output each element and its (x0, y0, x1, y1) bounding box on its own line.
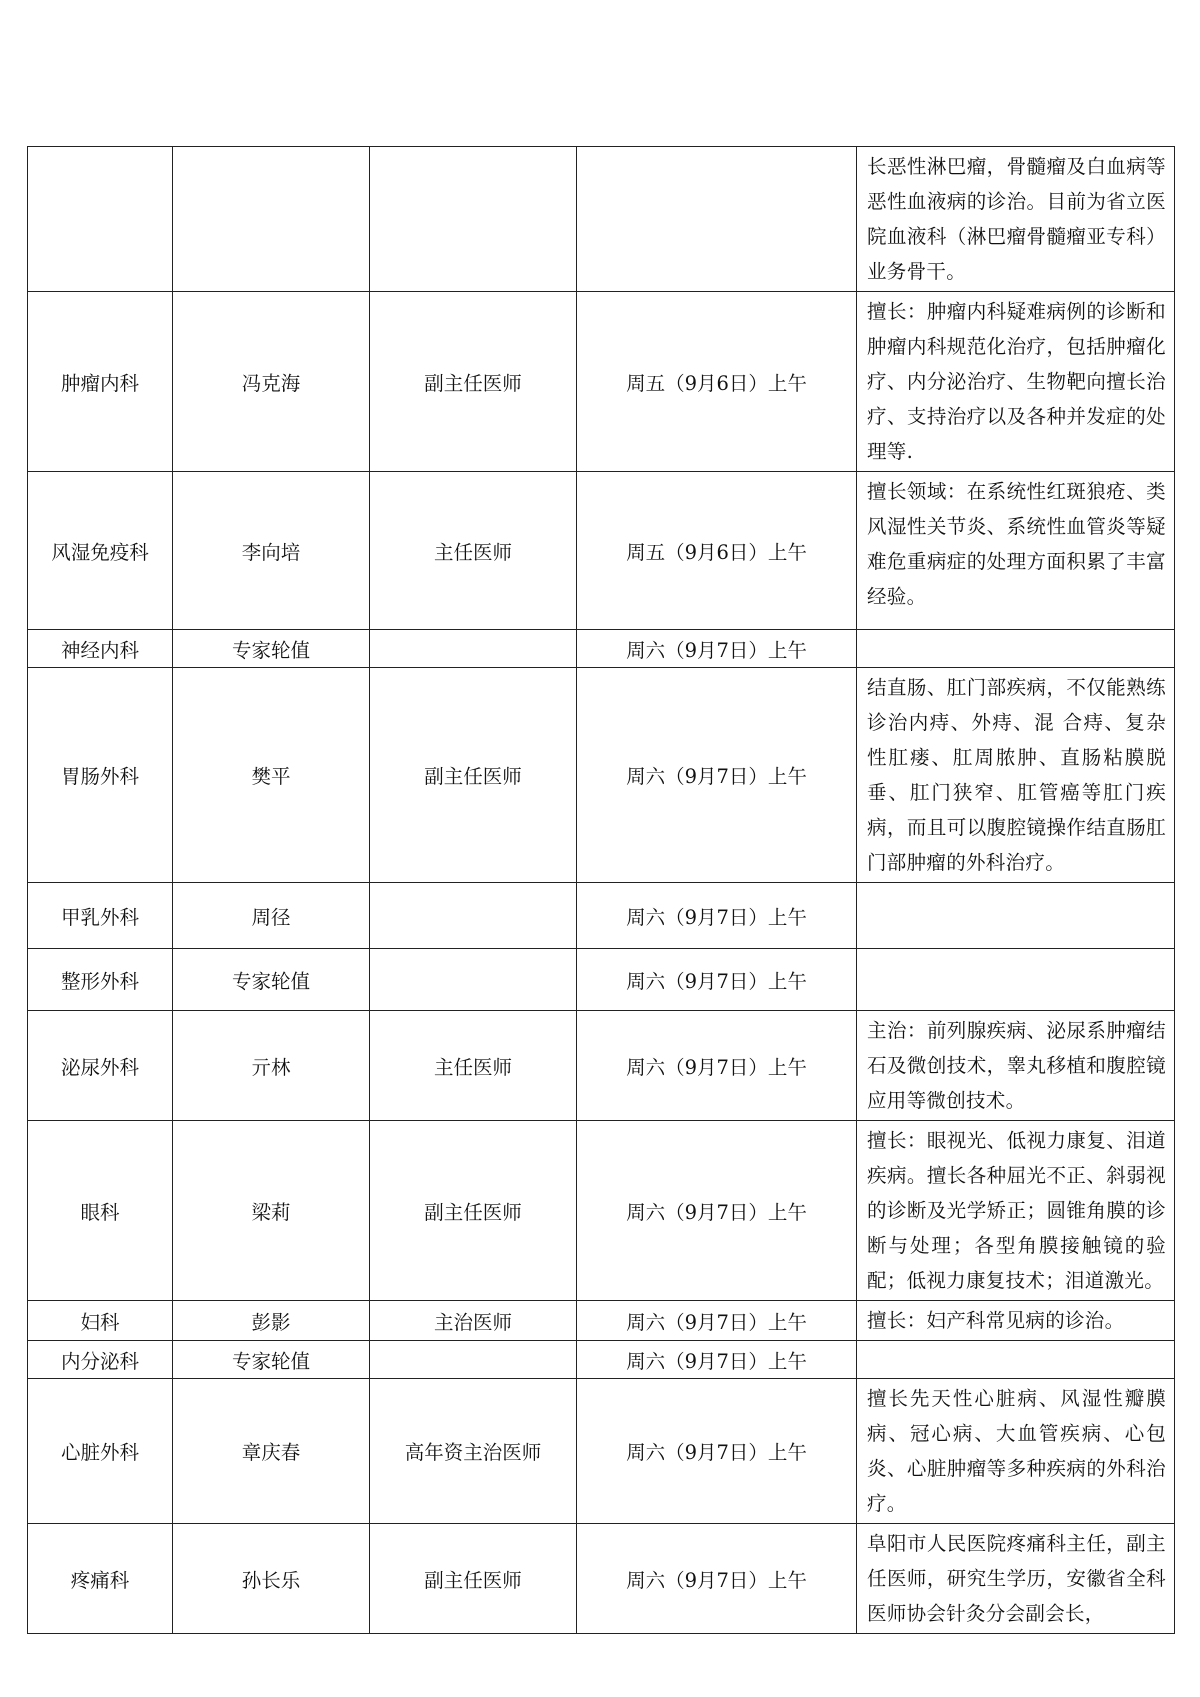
title-cell: 主任医师 (370, 472, 577, 630)
description-cell: 擅长先天性心脏病、风湿性瓣膜病、冠心病、大血管疾病、心包炎、心脏肿瘤等多种疾病的外科治疗。 (857, 1379, 1175, 1524)
doctor-cell: 李向培 (173, 472, 370, 630)
dept-cell: 神经内科 (28, 630, 173, 668)
description-cell (857, 883, 1175, 949)
doctor-cell: 彭影 (173, 1301, 370, 1341)
dept-cell: 甲乳外科 (28, 883, 173, 949)
doctor-cell: 樊平 (173, 668, 370, 883)
title-cell: 高年资主治医师 (370, 1379, 577, 1524)
time-cell: 周六（9月7日）上午 (577, 1121, 857, 1301)
table-row (28, 1301, 1175, 1341)
title-cell: 副主任医师 (370, 668, 577, 883)
description-cell: 主治：前列腺疾病、泌尿系肿瘤结石及微创技术，睾丸移植和腹腔镜应用等微创技术。 (857, 1011, 1175, 1121)
table-row (28, 949, 1175, 1011)
title-cell: 副主任医师 (370, 1121, 577, 1301)
description-cell: 擅长：妇产科常见病的诊治。 (857, 1301, 1175, 1341)
description-cell: 擅长：肿瘤内科疑难病例的诊断和肿瘤内科规范化治疗，包括肿瘤化疗、内分泌治疗、生物靶向擅长治疗、支持治疗以及各种并发症的处理等. (857, 292, 1175, 472)
time-cell: 周六（9月7日）上午 (577, 630, 857, 668)
title-cell: 主任医师 (370, 1011, 577, 1121)
time-cell: 周六（9月7日）上午 (577, 883, 857, 949)
title-cell (370, 1341, 577, 1379)
dept-cell: 疼痛科 (28, 1524, 173, 1634)
description-cell: 结直肠、肛门部疾病，不仅能熟练诊治内痔、外痔、混 合痔、复杂性肛瘘、肛周脓肿、直肠粘膜脱垂、肛门狭窄、肛管癌等肛门疾病，而且可以腹腔镜操作结直肠肛门部肿瘤的外科治疗。 (857, 668, 1175, 883)
title-cell (370, 147, 577, 292)
time-cell: 周六（9月7日）上午 (577, 1379, 857, 1524)
doctor-cell: 梁莉 (173, 1121, 370, 1301)
doctor-cell: 冯克海 (173, 292, 370, 472)
description-cell: 擅长领域：在系统性红斑狼疮、类风湿性关节炎、系统性血管炎等疑难危重病症的处理方面积累了丰富经验。 (857, 472, 1175, 630)
schedule-body (28, 147, 1175, 1634)
dept-cell: 心脏外科 (28, 1379, 173, 1524)
table-row (28, 1011, 1175, 1121)
doctor-cell: 专家轮值 (173, 949, 370, 1011)
doctor-cell: 亓林 (173, 1011, 370, 1121)
description-cell (857, 1341, 1175, 1379)
description-cell: 长恶性淋巴瘤，骨髓瘤及白血病等恶性血液病的诊治。目前为省立医院血液科（淋巴瘤骨髓瘤亚专科）业务骨干。 (857, 147, 1175, 292)
table-row (28, 147, 1175, 292)
table-row (28, 1341, 1175, 1379)
dept-cell: 妇科 (28, 1301, 173, 1341)
time-cell: 周六（9月7日）上午 (577, 668, 857, 883)
dept-cell (28, 147, 173, 292)
description-cell: 阜阳市人民医院疼痛科主任，副主任医师，研究生学历，安徽省全科医师协会针灸分会副会长， (857, 1524, 1175, 1634)
time-cell: 周六（9月7日）上午 (577, 1341, 857, 1379)
title-cell (370, 630, 577, 668)
time-cell: 周五（9月6日）上午 (577, 472, 857, 630)
table-row (28, 1379, 1175, 1524)
dept-cell: 整形外科 (28, 949, 173, 1011)
doctor-cell: 专家轮值 (173, 1341, 370, 1379)
dept-cell: 肿瘤内科 (28, 292, 173, 472)
time-cell: 周五（9月6日）上午 (577, 292, 857, 472)
time-cell (577, 147, 857, 292)
title-cell: 主治医师 (370, 1301, 577, 1341)
title-cell (370, 883, 577, 949)
doctor-cell: 孙长乐 (173, 1524, 370, 1634)
dept-cell: 眼科 (28, 1121, 173, 1301)
doctor-cell: 周径 (173, 883, 370, 949)
title-cell: 副主任医师 (370, 292, 577, 472)
doctor-cell: 专家轮值 (173, 630, 370, 668)
description-cell: 擅长：眼视光、低视力康复、泪道疾病。擅长各种屈光不正、斜弱视的诊断及光学矫正；圆锥角膜的诊断与处理；各型角膜接触镜的验配；低视力康复技术；泪道激光。 (857, 1121, 1175, 1301)
description-cell (857, 949, 1175, 1011)
table-row (28, 668, 1175, 883)
title-cell: 副主任医师 (370, 1524, 577, 1634)
dept-cell: 内分泌科 (28, 1341, 173, 1379)
table-row (28, 1121, 1175, 1301)
dept-cell: 胃肠外科 (28, 668, 173, 883)
time-cell: 周六（9月7日）上午 (577, 949, 857, 1011)
doctor-cell: 章庆春 (173, 1379, 370, 1524)
table-row (28, 630, 1175, 668)
dept-cell: 泌尿外科 (28, 1011, 173, 1121)
clinic-schedule-table (27, 146, 1175, 1634)
table-row (28, 472, 1175, 630)
table-row (28, 1524, 1175, 1634)
doctor-cell (173, 147, 370, 292)
time-cell: 周六（9月7日）上午 (577, 1011, 857, 1121)
dept-cell: 风湿免疫科 (28, 472, 173, 630)
table-row (28, 292, 1175, 472)
description-cell (857, 630, 1175, 668)
table-row (28, 883, 1175, 949)
time-cell: 周六（9月7日）上午 (577, 1301, 857, 1341)
time-cell: 周六（9月7日）上午 (577, 1524, 857, 1634)
title-cell (370, 949, 577, 1011)
